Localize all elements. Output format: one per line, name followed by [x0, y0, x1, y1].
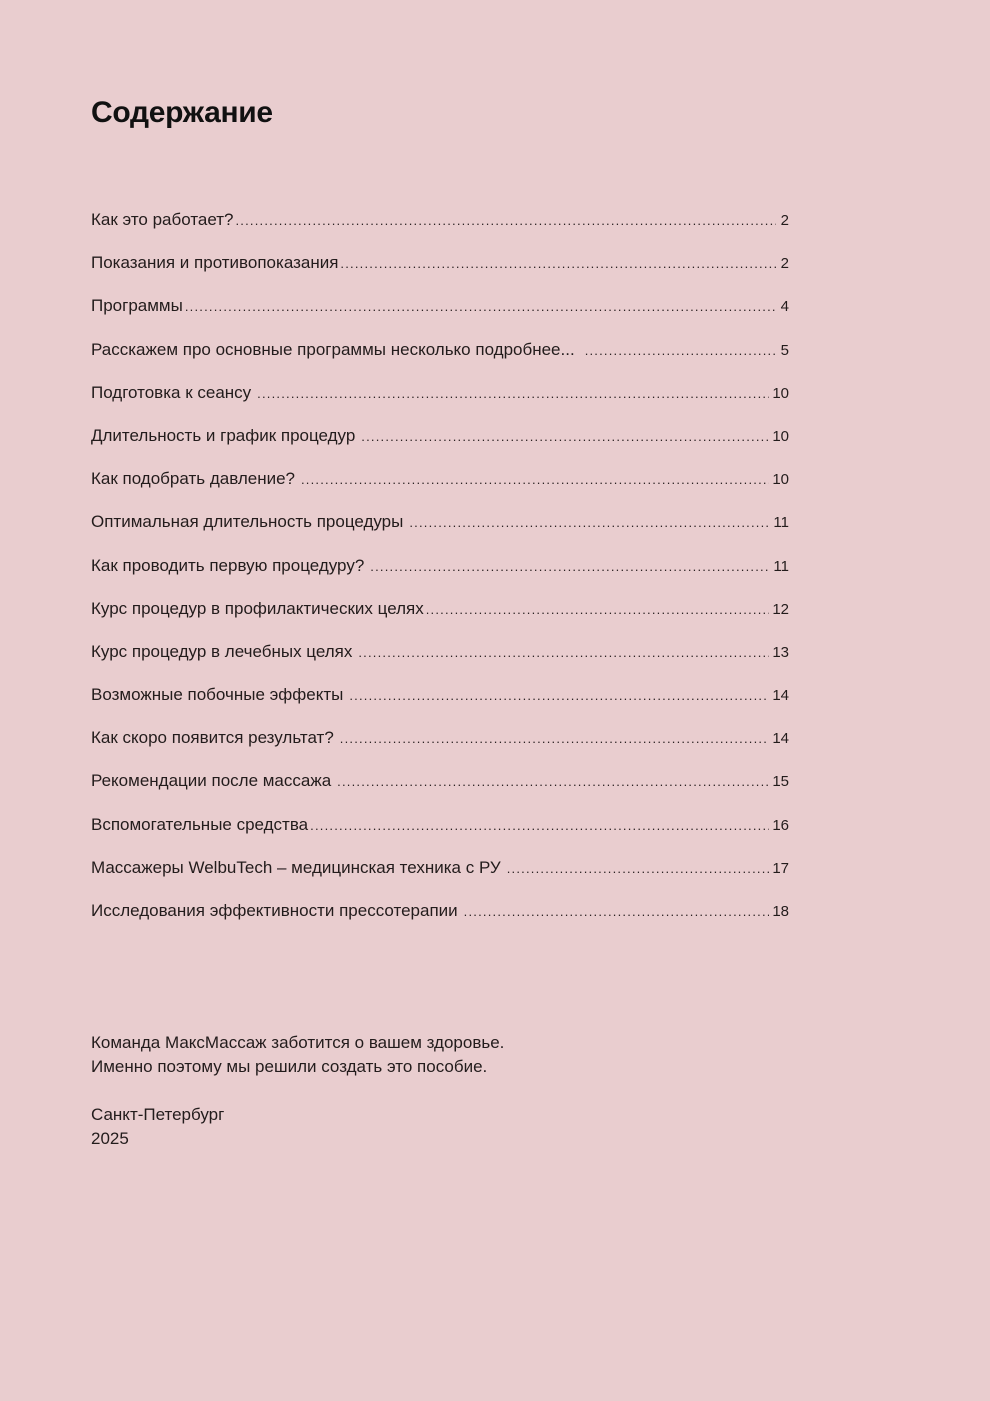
toc-entry-page: 14 — [772, 687, 789, 705]
toc-entry-therapeutic-course[interactable] — [91, 642, 789, 685]
toc-entry-optimal-duration[interactable] — [91, 512, 789, 555]
toc-entry-title: Массажеры WelbuTech – медицинская техника с РУ — [91, 857, 501, 877]
dot-leader — [301, 472, 769, 487]
toc-entry-title: Исследования эффективности прессотерапии — [91, 901, 458, 920]
toc-entry-programs-details[interactable] — [91, 340, 789, 383]
dot-leader — [585, 343, 776, 358]
toc-entry-page: 18 — [772, 903, 789, 920]
team-note-line-1: Команда МаксМассаж заботится о вашем здоровье. — [91, 1033, 505, 1052]
dot-leader — [426, 602, 770, 617]
dot-leader — [358, 645, 769, 660]
dot-leader — [337, 774, 769, 789]
dot-leader — [236, 213, 777, 228]
toc-entry-preventive-course[interactable] — [91, 599, 789, 642]
dot-leader — [340, 731, 770, 746]
toc-entry-page: 11 — [773, 557, 789, 575]
toc-entry-results-timing[interactable] — [91, 728, 789, 771]
toc-entry-side-effects[interactable] — [91, 685, 789, 728]
toc-entry-page: 4 — [780, 298, 789, 316]
toc-entry-title: Вспомогательные средства — [91, 814, 309, 834]
toc-entry-page: 16 — [772, 816, 789, 834]
toc-entry-page: 10 — [772, 427, 789, 445]
toc-entry-title: Как это работает? — [91, 210, 234, 229]
toc-entry-page: 5 — [780, 341, 789, 359]
toc-entry-page: 12 — [772, 600, 789, 618]
toc-entry-indications[interactable] — [91, 253, 789, 296]
toc-entry-page: 13 — [772, 643, 789, 661]
dot-leader — [507, 861, 770, 876]
toc-entry-title: Рекомендации после массажа — [91, 771, 332, 791]
dot-leader — [257, 386, 769, 401]
toc-entry-title: Как скоро появится результат? — [91, 728, 334, 748]
toc-entry-page: 14 — [772, 730, 789, 748]
toc-entry-research[interactable] — [91, 901, 789, 944]
table-of-contents — [91, 210, 789, 944]
toc-entry-programs[interactable] — [91, 296, 789, 339]
team-note — [91, 1031, 504, 1079]
toc-entry-after-massage[interactable] — [91, 771, 789, 814]
toc-entry-page: 10 — [772, 471, 789, 489]
dot-leader — [185, 299, 776, 314]
toc-entry-title: Длительность и график процедур — [91, 425, 356, 445]
team-note-line-2: Именно поэтому мы решили создать это пособие. — [91, 1057, 488, 1076]
imprint-year: 2025 — [91, 1129, 129, 1148]
toc-entry-page: 11 — [773, 514, 789, 532]
toc-entry-title: Расскажем про основные программы несколько подробнее... — [91, 339, 575, 359]
toc-entry-first-procedure[interactable] — [91, 556, 789, 599]
dot-leader — [409, 515, 770, 530]
dot-leader — [370, 559, 770, 574]
toc-entry-page: 2 — [780, 255, 789, 273]
dot-leader — [340, 256, 776, 271]
imprint — [91, 1103, 224, 1151]
dot-leader — [310, 818, 769, 833]
dot-leader — [349, 688, 769, 703]
toc-entry-title: Подготовка к сеансу — [91, 382, 252, 402]
toc-entry-how-it-works[interactable] — [91, 210, 789, 253]
toc-entry-title: Показания и противопоказания — [91, 253, 339, 273]
toc-entry-title: Программы — [91, 296, 183, 316]
toc-entry-welbutech[interactable] — [91, 858, 789, 901]
toc-entry-title: Курс процедур в лечебных целях — [91, 641, 353, 661]
toc-entry-title: Как подобрать давление? — [91, 469, 295, 489]
toc-entry-title: Как проводить первую процедуру? — [91, 555, 365, 575]
toc-entry-page: 15 — [772, 773, 789, 791]
toc-entry-page: 2 — [780, 212, 789, 229]
toc-entry-title: Возможные побочные эффекты — [91, 685, 344, 705]
dot-leader — [464, 904, 770, 919]
page-title: Содержание — [91, 96, 273, 129]
toc-entry-auxiliary-tools[interactable] — [91, 815, 789, 858]
toc-entry-page: 17 — [772, 859, 789, 877]
dot-leader — [361, 429, 769, 444]
toc-entry-duration-schedule[interactable] — [91, 426, 789, 469]
imprint-city: Санкт-Петербург — [91, 1105, 225, 1124]
toc-entry-page: 10 — [772, 384, 789, 402]
toc-entry-pressure[interactable] — [91, 469, 789, 512]
toc-entry-session-prep[interactable] — [91, 383, 789, 426]
toc-entry-title: Оптимальная длительность процедуры — [91, 512, 404, 532]
toc-entry-title: Курс процедур в профилактических целях — [91, 598, 424, 618]
